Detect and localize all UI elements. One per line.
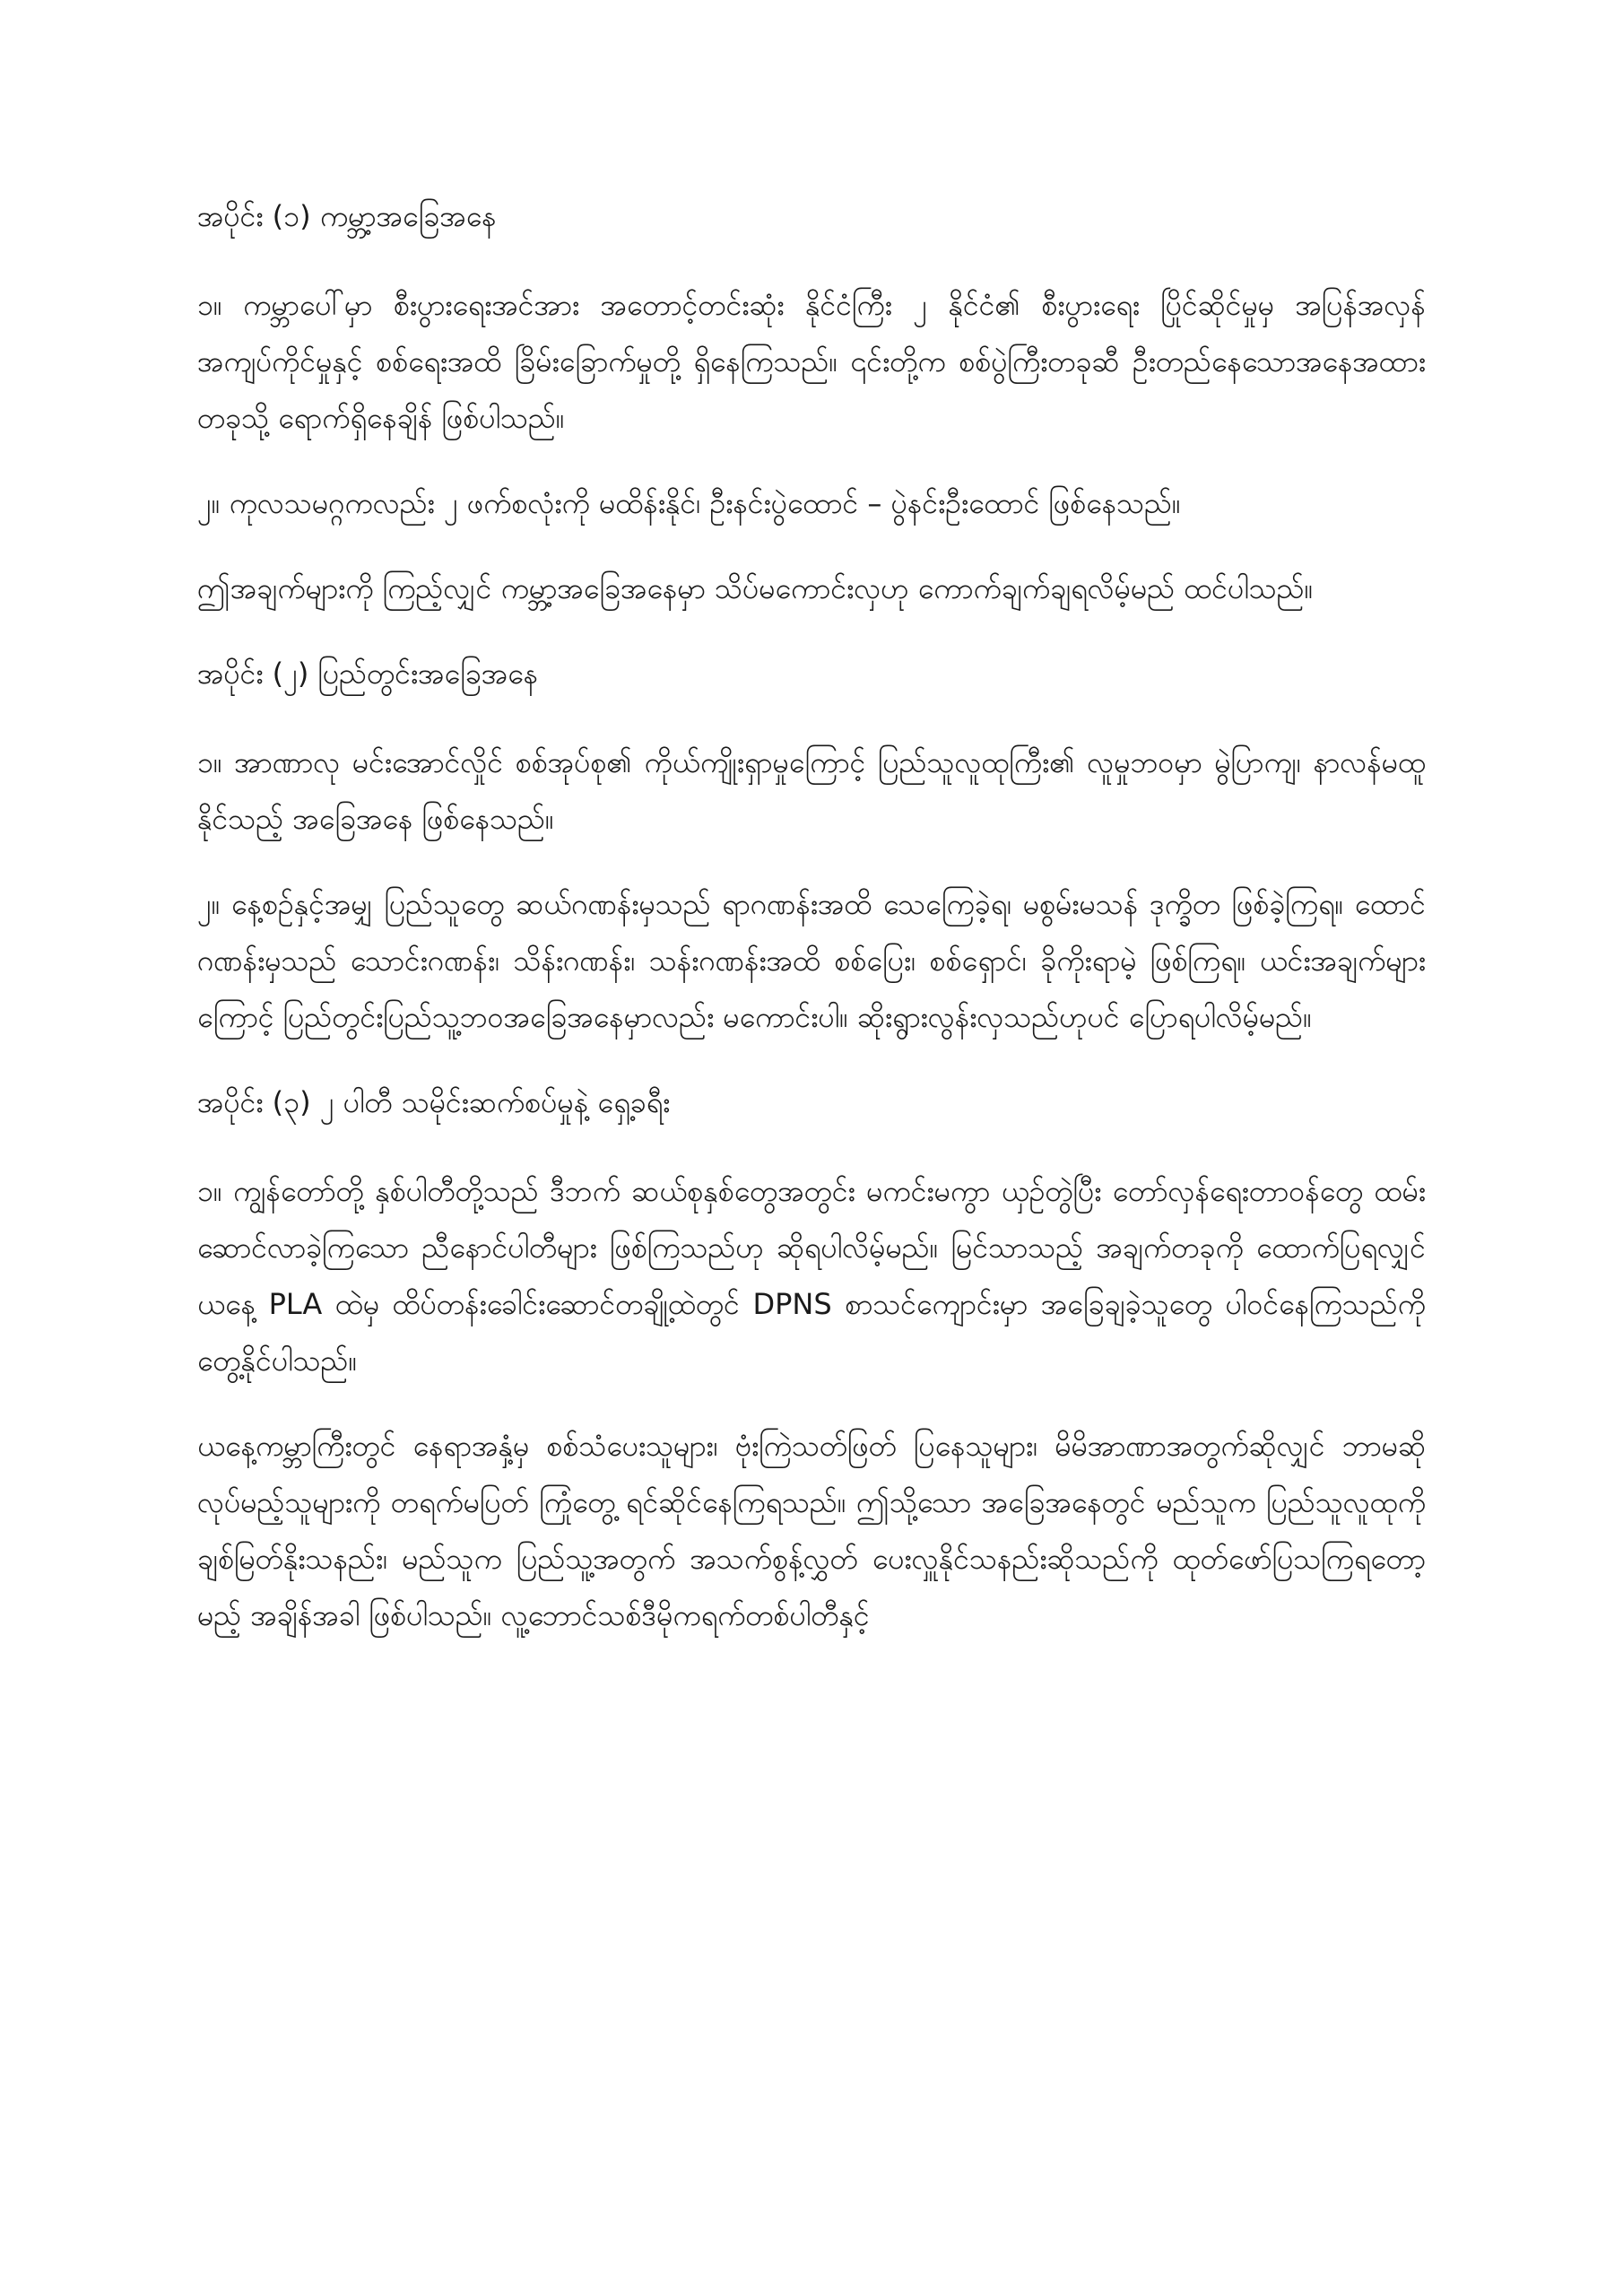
paragraph: ၁။ ကျွန်တော်တို့ နှစ်ပါတီတို့သည် ဒီဘက် ဆယ်စုနှစ်တွေအတွင်း မကင်းမကွာ ယှဉ်တွဲပြီး တော်လှန်ရေးတာဝန်တွေ ထမ်းဆောင်လာခဲ့ကြသော ညီနောင်ပါတီများ ဖြစ်ကြသည်ဟု ဆိုရပါလိမ့်မည်။ မြင်သာသည့် အချက်တခုကို ထောက်ပြရလျှင် ယနေ့ PLA ထဲမှ ထိပ်တန်းခေါင်းဆောင်တချို့ထဲတွင် DPNS စာသင်ကျောင်းမှာ အခြေချခဲ့သူတွေ ပါဝင်နေကြသည်ကို တွေ့နိုင်ပါသည်။ bbox=[197, 1174, 1426, 1378]
paragraph: ယနေ့ကမ္ဘာကြီးတွင် နေရာအနှံ့မှ စစ်သံပေးသူများ၊ ဗုံးကြဲသတ်ဖြတ် ပြနေသူများ၊ မိမိအာဏာအတွက်ဆိုလျှင် ဘာမဆို လုပ်မည့်သူများကို တရက်မပြတ် ကြုံတွေ့ ရင်ဆိုင်နေကြရသည်။ ဤသို့သော အခြေအနေတွင် မည်သူက ပြည်သူလူထုကို ချစ်မြတ်နိုးသနည်း၊ မည်သူက ပြည်သူ့အတွက် အသက်စွန့်လွှတ် ပေးလှူနိုင်သနည်းဆိုသည်ကို ထုတ်ဖော်ပြသကြရတော့မည့် အချိန်အခါ ဖြစ်ပါသည်။ လူ့ဘောင်သစ်ဒီမိုကရက်တစ်ပါတီနှင့် bbox=[197, 1429, 1426, 1632]
section-2 bbox=[197, 646, 1426, 1046]
section-heading: အပိုင်း (၁) ကမ္ဘာ့အခြေအနေ bbox=[197, 199, 497, 233]
paragraph: ၁။ အာဏာလု မင်းအောင်လှိုင် စစ်အုပ်စု၏ ကိုယ်ကျိုးရှာမှုကြောင့် ပြည်သူလူထုကြီး၏ လူမှုဘဝမှာ မွဲပြာကျ၊ နာလန်မထူနိုင်သည့် အခြေအနေ ဖြစ်နေသည်။ bbox=[197, 745, 1426, 836]
section-3 bbox=[197, 1074, 1426, 1644]
section-heading: အပိုင်း (၃) ၂ ပါတီ သမိုင်းဆက်စပ်မှုနဲ့ ရှေ့ခရီး bbox=[197, 1085, 671, 1119]
paragraph: ၁။ ကမ္ဘာပေါ်မှာ စီးပွားရေးအင်အား အတောင့်တင်းဆုံး နိုင်ငံကြီး ၂ နိုင်ငံ၏ စီးပွားရေး ပြိုင်ဆိုင်မှုမှ အပြန်အလှန် အကျပ်ကိုင်မှုနှင့် စစ်ရေးအထိ ခြိမ်းခြောက်မှုတို့ ရှိနေကြသည်။ ၎င်းတို့က စစ်ပွဲကြီးတခုဆီ ဦးတည်နေသောအနေအထားတခုသို့ ရောက်ရှိနေချိန် ဖြစ်ပါသည်။ bbox=[197, 288, 1426, 435]
paragraph: ၂။ ကုလသမဂ္ဂကလည်း ၂ ဖက်စလုံးကို မထိန်းနိုင်၊ ဦးနင်းပွဲထောင် – ပွဲနင်းဦးထောင် ဖြစ်နေသည်။ bbox=[197, 486, 1181, 520]
document-body bbox=[197, 188, 1426, 1673]
paragraph: ဤအချက်များကို ကြည့်လျှင် ကမ္ဘာ့အခြေအနေမှာ သိပ်မကောင်းလှဟု ကောက်ချက်ချရလိမ့်မည် ထင်ပါသည်။ bbox=[197, 571, 1314, 605]
paragraph: ၂။ နေ့စဉ်နှင့်အမျှ ပြည်သူတွေ ဆယ်ဂဏန်းမှသည် ရာဂဏန်းအထိ သေကြေခဲ့ရ၊ မစွမ်းမသန် ဒုက္ခိတ ဖြစ်ခဲ့ကြရ။ ထောင်ဂဏန်းမှသည် သောင်းဂဏန်း၊ သိန်းဂဏန်း၊ သန်းဂဏန်းအထိ စစ်ပြေး၊ စစ်ရှောင်၊ ခိုကိုးရာမဲ့ ဖြစ်ကြရ။ ယင်းအချက်များကြောင့် ပြည်တွင်းပြည်သူ့ဘဝအခြေအနေမှာလည်း မကောင်းပါ။ ဆိုးရွားလွန်းလှသည်ဟုပင် ပြောရပါလိမ့်မည်။ bbox=[197, 887, 1427, 1034]
section-heading: အပိုင်း (၂) ပြည်တွင်းအခြေအနေ bbox=[197, 657, 539, 691]
section-1 bbox=[197, 188, 1426, 617]
